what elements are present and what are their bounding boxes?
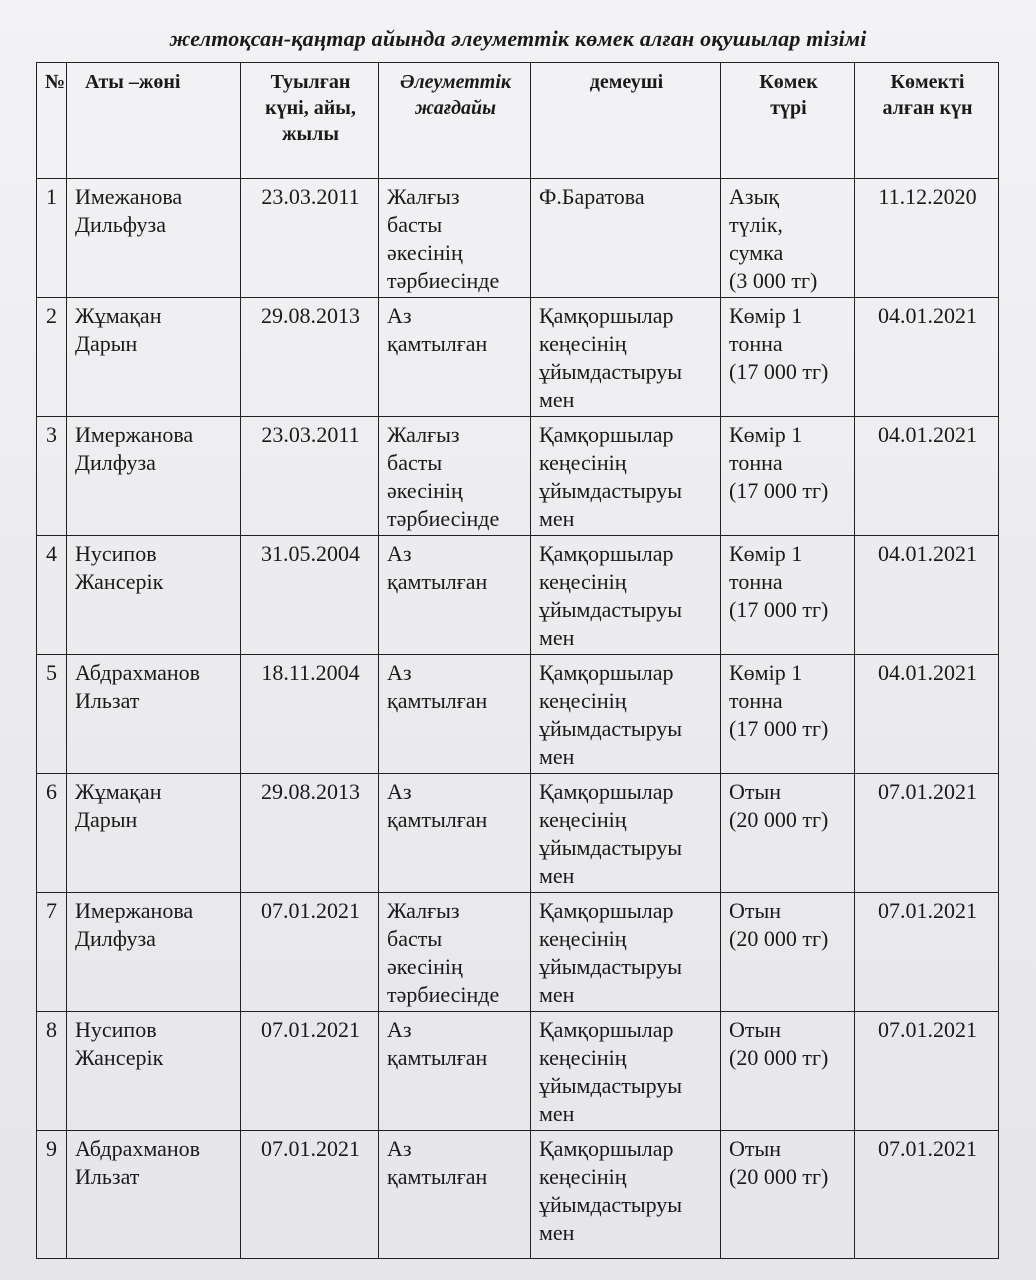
header-aid-type-line: Көмек bbox=[759, 71, 818, 93]
social-status-line: әкесінің bbox=[387, 478, 463, 503]
sponsor-line: мен bbox=[539, 982, 575, 1007]
aid-date: 11.12.2020 bbox=[855, 179, 999, 298]
aid-type-line: (20 000 тг) bbox=[729, 1164, 829, 1189]
social-status bbox=[379, 179, 531, 298]
header-aid-date-line: алған күн bbox=[882, 97, 973, 119]
header-social-line: Әлеуметтік bbox=[399, 71, 512, 93]
sponsor-line: ұйымдастыруы bbox=[539, 835, 683, 860]
sponsor-line: Қамқоршылар bbox=[539, 1136, 674, 1161]
social-status-line: басты bbox=[387, 450, 443, 475]
social-status-line: қамтылған bbox=[387, 331, 488, 356]
aid-date: 07.01.2021 bbox=[855, 774, 999, 893]
social-status-line: тәрбиесінде bbox=[387, 268, 500, 293]
table-row bbox=[37, 774, 999, 893]
sponsor-line: кеңесінің bbox=[539, 807, 627, 832]
sponsor-line: Қамқоршылар bbox=[539, 1017, 674, 1042]
aid-date: 04.01.2021 bbox=[855, 536, 999, 655]
header-name: Аты –жөні bbox=[67, 63, 241, 179]
sponsor bbox=[531, 893, 721, 1012]
birth-date: 23.03.2011 bbox=[241, 179, 379, 298]
sponsor-line: Қамқоршылар bbox=[539, 779, 674, 804]
table-row bbox=[37, 536, 999, 655]
student-name-line: Дильфуза bbox=[75, 212, 166, 237]
social-status-line: қамтылған bbox=[387, 688, 488, 713]
aid-table-wrapper bbox=[36, 62, 998, 1258]
sponsor-line: ұйымдастыруы bbox=[539, 597, 683, 622]
aid-type-line: тонна bbox=[729, 450, 783, 475]
header-social bbox=[379, 63, 531, 179]
social-status bbox=[379, 298, 531, 417]
social-status-line: Аз bbox=[387, 1017, 412, 1042]
aid-type-line: тонна bbox=[729, 331, 783, 356]
sponsor bbox=[531, 417, 721, 536]
social-status-line: Жалғыз bbox=[387, 898, 460, 923]
birth-date: 18.11.2004 bbox=[241, 655, 379, 774]
student-name bbox=[67, 417, 241, 536]
birth-date: 23.03.2011 bbox=[241, 417, 379, 536]
row-number: 1 bbox=[37, 179, 67, 298]
student-name bbox=[67, 536, 241, 655]
sponsor-line: кеңесінің bbox=[539, 450, 627, 475]
birth-date: 31.05.2004 bbox=[241, 536, 379, 655]
aid-type bbox=[721, 179, 855, 298]
social-status bbox=[379, 655, 531, 774]
birth-date: 29.08.2013 bbox=[241, 774, 379, 893]
student-name-line: Имержанова bbox=[75, 422, 194, 447]
sponsor-line: мен bbox=[539, 506, 575, 531]
sponsor-line: ұйымдастыруы bbox=[539, 716, 683, 741]
header-birth-line: жылы bbox=[282, 123, 339, 145]
aid-date: 07.01.2021 bbox=[855, 1131, 999, 1259]
aid-type-line: (17 000 тг) bbox=[729, 716, 829, 741]
sponsor-line: Қамқоршылар bbox=[539, 660, 674, 685]
table-row bbox=[37, 1131, 999, 1259]
social-status-line: қамтылған bbox=[387, 1164, 488, 1189]
aid-type-line: Көмір 1 bbox=[729, 660, 803, 685]
aid-table bbox=[36, 62, 999, 1259]
social-status-line: қамтылған bbox=[387, 1045, 488, 1070]
document-title: желтоқсан-қаңтар айында әлеуметтік көмек алған оқушылар тізімі bbox=[169, 26, 867, 51]
aid-type-line: (20 000 тг) bbox=[729, 926, 829, 951]
header-num: № bbox=[37, 63, 67, 179]
social-status-line: Жалғыз bbox=[387, 422, 460, 447]
aid-type bbox=[721, 536, 855, 655]
sponsor bbox=[531, 1131, 721, 1259]
student-name-line: Дилфуза bbox=[75, 926, 156, 951]
birth-date: 07.01.2021 bbox=[241, 1131, 379, 1259]
social-status bbox=[379, 893, 531, 1012]
social-status bbox=[379, 774, 531, 893]
sponsor-line: Ф.Баратова bbox=[539, 184, 645, 209]
aid-date: 04.01.2021 bbox=[855, 298, 999, 417]
aid-date: 04.01.2021 bbox=[855, 655, 999, 774]
social-status bbox=[379, 1012, 531, 1131]
header-aid-date-line: Көмекті bbox=[890, 71, 965, 93]
row-number: 4 bbox=[37, 536, 67, 655]
table-row bbox=[37, 1012, 999, 1131]
row-number: 2 bbox=[37, 298, 67, 417]
header-row bbox=[37, 63, 999, 179]
social-status-line: қамтылған bbox=[387, 569, 488, 594]
social-status-line: қамтылған bbox=[387, 807, 488, 832]
social-status-line: Аз bbox=[387, 1136, 412, 1161]
social-status-line: басты bbox=[387, 926, 443, 951]
student-name-line: Имежанова bbox=[75, 184, 183, 209]
table-row bbox=[37, 893, 999, 1012]
student-name-line: Дарын bbox=[75, 331, 138, 356]
aid-type-line: Отын bbox=[729, 1017, 782, 1042]
student-name bbox=[67, 774, 241, 893]
aid-type-line: түлік, bbox=[729, 212, 783, 237]
sponsor bbox=[531, 655, 721, 774]
aid-type-line: Көмір 1 bbox=[729, 541, 803, 566]
header-social-line: жағдайы bbox=[414, 97, 497, 119]
student-name-line: Ильзат bbox=[75, 688, 140, 713]
sponsor-line: Қамқоршылар bbox=[539, 898, 674, 923]
table-row bbox=[37, 655, 999, 774]
birth-date: 29.08.2013 bbox=[241, 298, 379, 417]
student-name-line: Жұмақан bbox=[75, 779, 162, 804]
header-aid-date bbox=[855, 63, 999, 179]
aid-type-line: Отын bbox=[729, 1136, 782, 1161]
row-number: 3 bbox=[37, 417, 67, 536]
aid-type-line: тонна bbox=[729, 569, 783, 594]
birth-date: 07.01.2021 bbox=[241, 1012, 379, 1131]
sponsor-line: мен bbox=[539, 863, 575, 888]
table-body bbox=[37, 179, 999, 1259]
aid-type-line: тонна bbox=[729, 688, 783, 713]
aid-type-line: (17 000 тг) bbox=[729, 478, 829, 503]
aid-type-line: Көмір 1 bbox=[729, 422, 803, 447]
sponsor-line: кеңесінің bbox=[539, 688, 627, 713]
social-status-line: тәрбиесінде bbox=[387, 982, 500, 1007]
sponsor bbox=[531, 536, 721, 655]
aid-type bbox=[721, 298, 855, 417]
student-name bbox=[67, 179, 241, 298]
aid-type bbox=[721, 1012, 855, 1131]
social-status-line: Аз bbox=[387, 779, 412, 804]
sponsor-line: кеңесінің bbox=[539, 1164, 627, 1189]
student-name bbox=[67, 298, 241, 417]
social-status-line: Жалғыз bbox=[387, 184, 460, 209]
header-sponsor: демеуші bbox=[531, 63, 721, 179]
sponsor-line: ұйымдастыруы bbox=[539, 954, 683, 979]
aid-type bbox=[721, 655, 855, 774]
sponsor-line: ұйымдастыруы bbox=[539, 1073, 683, 1098]
aid-type-line: (17 000 тг) bbox=[729, 597, 829, 622]
sponsor-line: кеңесінің bbox=[539, 331, 627, 356]
sponsor-line: мен bbox=[539, 625, 575, 650]
header-aid-type bbox=[721, 63, 855, 179]
aid-type-line: (20 000 тг) bbox=[729, 1045, 829, 1070]
row-number: 6 bbox=[37, 774, 67, 893]
aid-type-line: Көмір 1 bbox=[729, 303, 803, 328]
social-status-line: Аз bbox=[387, 660, 412, 685]
header-birth-line: Туылған bbox=[270, 71, 351, 93]
aid-type-line: Отын bbox=[729, 898, 782, 923]
student-name-line: Нусипов bbox=[75, 541, 157, 566]
student-name-line: Жансерік bbox=[75, 569, 164, 594]
social-status bbox=[379, 1131, 531, 1259]
sponsor-line: кеңесінің bbox=[539, 569, 627, 594]
aid-date: 07.01.2021 bbox=[855, 893, 999, 1012]
sponsor bbox=[531, 1012, 721, 1131]
aid-type bbox=[721, 893, 855, 1012]
social-status-line: әкесінің bbox=[387, 240, 463, 265]
student-name-line: Абдрахманов bbox=[75, 1136, 201, 1161]
student-name-line: Жансерік bbox=[75, 1045, 164, 1070]
student-name-line: Жұмақан bbox=[75, 303, 162, 328]
student-name-line: Дарын bbox=[75, 807, 138, 832]
row-number: 5 bbox=[37, 655, 67, 774]
table-row bbox=[37, 417, 999, 536]
aid-type bbox=[721, 774, 855, 893]
sponsor-line: Қамқоршылар bbox=[539, 303, 674, 328]
aid-type-line: (3 000 тг) bbox=[729, 268, 818, 293]
birth-date: 07.01.2021 bbox=[241, 893, 379, 1012]
sponsor bbox=[531, 179, 721, 298]
aid-type-line: Азық bbox=[729, 184, 780, 209]
student-name bbox=[67, 1131, 241, 1259]
sponsor-line: мен bbox=[539, 387, 575, 412]
aid-date: 07.01.2021 bbox=[855, 1012, 999, 1131]
table-row bbox=[37, 179, 999, 298]
aid-type-line: (17 000 тг) bbox=[729, 359, 829, 384]
table-row bbox=[37, 298, 999, 417]
social-status-line: Аз bbox=[387, 303, 412, 328]
sponsor-line: ұйымдастыруы bbox=[539, 478, 683, 503]
sponsor bbox=[531, 774, 721, 893]
social-status-line: әкесінің bbox=[387, 954, 463, 979]
social-status bbox=[379, 536, 531, 655]
aid-date: 04.01.2021 bbox=[855, 417, 999, 536]
row-number: 7 bbox=[37, 893, 67, 1012]
sponsor-line: мен bbox=[539, 744, 575, 769]
sponsor-line: ұйымдастыруы bbox=[539, 1192, 683, 1217]
student-name bbox=[67, 655, 241, 774]
sponsor-line: ұйымдастыруы bbox=[539, 359, 683, 384]
aid-type-line: сумка bbox=[729, 240, 784, 265]
header-aid-type-line: түрі bbox=[770, 97, 807, 119]
social-status-line: тәрбиесінде bbox=[387, 506, 500, 531]
header-birth-line: күні, айы, bbox=[265, 97, 356, 119]
sponsor-line: Қамқоршылар bbox=[539, 541, 674, 566]
student-name-line: Абдрахманов bbox=[75, 660, 201, 685]
student-name bbox=[67, 893, 241, 1012]
student-name bbox=[67, 1012, 241, 1131]
social-status-line: Аз bbox=[387, 541, 412, 566]
row-number: 9 bbox=[37, 1131, 67, 1259]
aid-type bbox=[721, 417, 855, 536]
sponsor-line: мен bbox=[539, 1101, 575, 1126]
sponsor-line: кеңесінің bbox=[539, 1045, 627, 1070]
aid-type-line: Отын bbox=[729, 779, 782, 804]
header-birth bbox=[241, 63, 379, 179]
sponsor-line: кеңесінің bbox=[539, 926, 627, 951]
student-name-line: Имержанова bbox=[75, 898, 194, 923]
sponsor bbox=[531, 298, 721, 417]
sponsor-line: Қамқоршылар bbox=[539, 422, 674, 447]
aid-type bbox=[721, 1131, 855, 1259]
student-name-line: Дилфуза bbox=[75, 450, 156, 475]
student-name-line: Нусипов bbox=[75, 1017, 157, 1042]
sponsor-line: мен bbox=[539, 1220, 575, 1245]
row-number: 8 bbox=[37, 1012, 67, 1131]
aid-type-line: (20 000 тг) bbox=[729, 807, 829, 832]
student-name-line: Ильзат bbox=[75, 1164, 140, 1189]
social-status-line: басты bbox=[387, 212, 443, 237]
social-status bbox=[379, 417, 531, 536]
